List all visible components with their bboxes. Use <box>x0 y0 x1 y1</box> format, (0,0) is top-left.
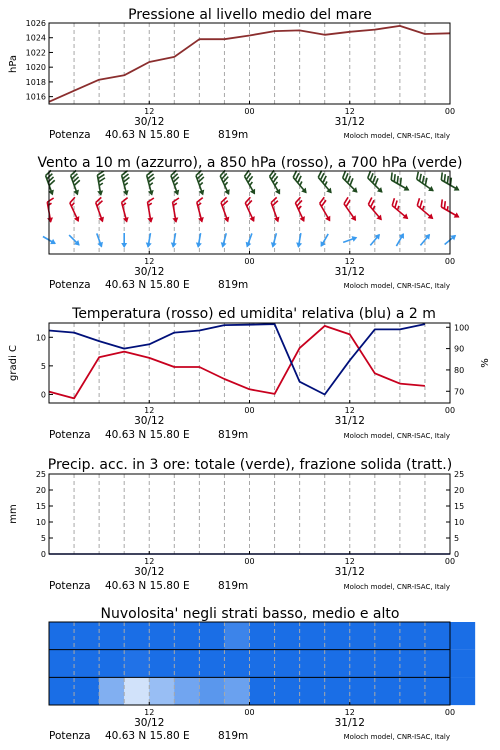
wind-title: Vento a 10 m (azzurro), a 850 hPa (rosso), a 700 hPa (verde) <box>37 155 463 171</box>
cloud-cell <box>124 650 149 678</box>
wind-barb <box>267 197 285 223</box>
barb-head <box>219 242 226 248</box>
barb-feather <box>147 198 154 202</box>
barb-head <box>97 190 104 196</box>
wind-barb <box>388 198 413 221</box>
precip-ylabel: mm <box>8 504 19 524</box>
temp-hum-date-labels <box>134 415 365 427</box>
wind-barb <box>413 198 438 221</box>
cloud-cell <box>199 677 224 705</box>
model-source: Moloch model, CNR-ISAC, Italy <box>343 282 450 290</box>
y-tick-label: 15 <box>454 502 465 511</box>
barb-half-feather <box>372 206 376 210</box>
cloud-cell <box>400 650 425 678</box>
location-name: Potenza <box>49 129 91 141</box>
wind-barb <box>289 171 312 196</box>
cloud-cell <box>224 650 249 678</box>
barb-feather <box>47 198 54 202</box>
location-elevation: 819m <box>218 279 249 291</box>
wind-barb <box>94 171 108 196</box>
wind-barb <box>167 170 185 196</box>
y-tick-label: 10 <box>35 518 46 527</box>
cloud-cell <box>124 622 149 650</box>
wind-barb <box>67 170 85 196</box>
y-tick-label: 0 <box>454 550 460 559</box>
time-tick-label: 00 <box>444 708 456 717</box>
y-tick-label: 5 <box>40 534 46 543</box>
wind-footer <box>49 279 450 291</box>
cloud-cell <box>400 622 425 650</box>
barb-half-feather <box>324 182 328 186</box>
time-tick-label: 00 <box>244 406 255 415</box>
cloud-cell <box>350 650 375 678</box>
cloud-cell <box>174 677 199 705</box>
y-tick-label: 1026 <box>25 19 46 28</box>
cloud-cell <box>425 650 450 678</box>
model-source: Moloch model, CNR-ISAC, Italy <box>343 733 450 741</box>
wind-barb <box>118 171 134 197</box>
barb-half-feather <box>299 182 303 186</box>
time-tick-label: 12 <box>144 257 155 266</box>
wind-barb <box>143 171 159 197</box>
cloud-cell <box>49 622 74 650</box>
cloud-cell <box>199 622 224 650</box>
barb-head <box>47 217 54 223</box>
pressure-panel <box>8 7 455 141</box>
temperature-ylabel: gradi C <box>8 345 19 381</box>
time-tick-label: 00 <box>244 557 255 566</box>
y-tick-label: 25 <box>454 470 465 479</box>
temp-hum-title: Temperatura (rosso) ed umidita' relativa (blu) a 2 m <box>72 306 436 322</box>
cloud-cell <box>224 677 249 705</box>
wind-barb <box>364 198 387 223</box>
location-elevation: 819m <box>218 730 249 742</box>
cloud-cell <box>74 677 99 705</box>
time-tick-label: 12 <box>144 107 155 116</box>
date-label: 30/12 <box>134 116 165 128</box>
barb-head <box>50 239 57 247</box>
barb-feather <box>69 197 77 203</box>
wind-barb <box>413 172 438 194</box>
cloud-cell <box>450 622 475 650</box>
date-label: 30/12 <box>134 415 165 427</box>
barb-head <box>325 216 333 223</box>
cloud-panel <box>49 606 475 742</box>
model-source: Moloch model, CNR-ISAC, Italy <box>343 132 450 140</box>
wind-barb <box>338 171 362 195</box>
cloud-cell <box>174 650 199 678</box>
cloud-cell <box>425 677 450 705</box>
time-tick-label: 12 <box>344 107 355 116</box>
location-coords: 40.63 N 15.80 E <box>105 429 190 441</box>
cloud-cell <box>174 622 199 650</box>
humidity-ylabel: % <box>480 358 491 368</box>
barb-head <box>352 234 359 241</box>
pressure-footer <box>49 129 450 141</box>
wind-barb <box>240 170 261 196</box>
cloud-cell <box>350 677 375 705</box>
barb-head <box>121 243 127 248</box>
cloud-cell <box>274 622 299 650</box>
cloud-cell <box>450 677 475 705</box>
y-tick-label: 0 <box>40 390 46 400</box>
precip-title: Precip. acc. in 3 ore: totale (verde), frazione solida (tratt.) <box>47 457 453 473</box>
wind-barb <box>241 197 260 223</box>
y-tick-label: 1022 <box>25 48 46 58</box>
cloud-cell <box>274 677 299 705</box>
y-tick-label: 10 <box>35 333 46 343</box>
y-tick-label: 10 <box>454 518 465 527</box>
y-tick-label: 5 <box>454 534 460 543</box>
location-name: Potenza <box>49 279 91 291</box>
barb-head <box>147 217 154 223</box>
cloud-cell <box>249 677 274 705</box>
cloud-cell <box>99 677 124 705</box>
location-name: Potenza <box>49 429 91 441</box>
barb-feather <box>172 198 179 202</box>
time-tick-label: 00 <box>444 107 456 116</box>
time-tick-label: 12 <box>144 708 155 717</box>
time-tick-label: 00 <box>444 406 456 415</box>
barb-head <box>299 216 307 223</box>
cloud-cell <box>199 650 224 678</box>
time-tick-label: 00 <box>444 557 456 566</box>
wind-barb <box>66 197 85 223</box>
temperature-humidity-panel <box>8 306 491 441</box>
y-tick-label: 15 <box>35 502 46 511</box>
cloud-cell <box>224 622 249 650</box>
cloud-cell <box>450 650 475 678</box>
temp-hum-footer <box>49 429 450 441</box>
y-tick-label: 90 <box>454 344 465 354</box>
pressure-title: Pressione al livello medio del mare <box>128 7 372 23</box>
cloud-cell <box>249 622 274 650</box>
barb-head <box>404 185 411 193</box>
time-tick-label: 12 <box>344 257 355 266</box>
cloud-cell <box>74 650 99 678</box>
date-label: 31/12 <box>334 266 365 278</box>
y-tick-label: 20 <box>454 486 465 495</box>
barb-head <box>454 212 461 220</box>
cloud-cell <box>300 650 325 678</box>
precip-footer <box>49 580 450 592</box>
location-coords: 40.63 N 15.80 E <box>105 279 190 291</box>
pressure-date-labels <box>134 116 365 128</box>
date-label: 31/12 <box>334 415 365 427</box>
y-tick-label: 1018 <box>25 77 46 87</box>
y-tick-label: 1024 <box>25 33 46 43</box>
cloud-cell <box>249 650 274 678</box>
wind-time-ticks <box>144 251 455 266</box>
location-coords: 40.63 N 15.80 E <box>105 730 190 742</box>
cloud-cell <box>325 622 350 650</box>
time-tick-label: 12 <box>344 708 355 717</box>
temp-hum-gridlines <box>74 323 425 403</box>
cloud-cell <box>300 622 325 650</box>
cloud-footer <box>49 730 450 742</box>
time-tick-label: 00 <box>244 107 255 116</box>
cloud-cell <box>300 677 325 705</box>
y-tick-label: 0 <box>40 550 46 559</box>
precip-date-labels <box>134 566 365 578</box>
cloud-cell <box>425 622 450 650</box>
barb-head <box>195 242 202 248</box>
wind-barb <box>118 198 134 224</box>
wind-barb <box>193 198 209 224</box>
barb-head <box>250 189 258 196</box>
location-name: Potenza <box>49 580 91 592</box>
y-tick-label: 70 <box>454 387 465 397</box>
model-source: Moloch model, CNR-ISAC, Italy <box>343 583 450 591</box>
date-label: 30/12 <box>134 566 165 578</box>
cloud-heatmap <box>49 622 475 705</box>
model-source: Moloch model, CNR-ISAC, Italy <box>343 432 450 440</box>
cloud-cell <box>49 650 74 678</box>
date-label: 30/12 <box>134 717 165 729</box>
cloud-cell <box>99 622 124 650</box>
cloud-cell <box>99 650 124 678</box>
cloud-cell <box>149 650 174 678</box>
location-coords: 40.63 N 15.80 E <box>105 580 190 592</box>
cloud-cell <box>124 677 149 705</box>
cloud-cell <box>350 622 375 650</box>
cloud-cell <box>149 622 174 650</box>
y-tick-label: 25 <box>35 470 46 479</box>
wind-barb <box>92 197 110 223</box>
wind-date-labels <box>134 266 365 278</box>
wind-barb <box>316 197 337 223</box>
cloud-cell <box>74 622 99 650</box>
precip-y-ticks-right <box>446 470 464 559</box>
barb-head <box>244 242 251 249</box>
cloud-date-labels <box>134 717 365 729</box>
temp-hum-frame <box>49 323 450 403</box>
time-tick-label: 00 <box>444 257 456 266</box>
cloud-cell <box>375 650 400 678</box>
barb-head <box>270 242 277 248</box>
cloud-cell <box>149 677 174 705</box>
barb-head <box>145 242 152 248</box>
barb-head <box>275 189 283 196</box>
location-coords: 40.63 N 15.80 E <box>105 129 190 141</box>
cloud-cell <box>49 677 74 705</box>
wind-barb <box>192 170 210 196</box>
barb-head <box>224 189 232 196</box>
cloud-cell <box>375 622 400 650</box>
humidity-y-ticks <box>446 323 469 396</box>
location-name: Potenza <box>49 730 91 742</box>
date-label: 30/12 <box>134 266 165 278</box>
time-tick-label: 12 <box>344 557 355 566</box>
location-elevation: 819m <box>218 429 249 441</box>
location-elevation: 819m <box>218 580 249 592</box>
wind-barb <box>216 170 235 196</box>
barb-head <box>172 217 179 223</box>
wind-barb <box>42 170 60 196</box>
time-tick-label: 00 <box>244 708 255 717</box>
wind-barb <box>340 197 362 222</box>
precip-frame <box>49 474 450 554</box>
wind-barb <box>217 197 235 223</box>
y-tick-label: 5 <box>40 361 46 371</box>
time-tick-label: 12 <box>144 557 155 566</box>
date-label: 31/12 <box>334 566 365 578</box>
cloud-cell <box>375 677 400 705</box>
cloud-cell <box>400 677 425 705</box>
precip-gridlines <box>74 474 425 554</box>
wind-barb <box>387 172 413 193</box>
wind-barb <box>121 233 127 248</box>
barb-head <box>170 242 177 248</box>
temp-hum-series <box>49 324 425 398</box>
cloud-cell <box>325 677 350 705</box>
precip-y-ticks <box>36 470 53 559</box>
wind-barb <box>265 170 286 196</box>
wind-barb <box>144 198 158 223</box>
y-tick-label: 80 <box>454 365 465 375</box>
barb-head <box>97 242 104 249</box>
date-label: 31/12 <box>334 717 365 729</box>
barb-head <box>295 242 302 248</box>
temperature-y-ticks <box>36 333 53 399</box>
wind-barb <box>169 198 183 223</box>
date-label: 31/12 <box>334 116 365 128</box>
y-tick-label: 1020 <box>25 63 46 73</box>
time-tick-label: 12 <box>344 406 355 415</box>
y-tick-label: 1016 <box>25 92 46 102</box>
wind-barb <box>291 197 310 223</box>
precipitation-panel <box>8 457 464 592</box>
wind-barb <box>314 171 337 196</box>
barb-head <box>74 216 82 223</box>
cloud-cell <box>274 650 299 678</box>
cloud-title: Nuvolosita' negli strati basso, medio e alto <box>100 606 400 622</box>
cloud-cell <box>325 650 350 678</box>
time-tick-label: 00 <box>244 257 255 266</box>
wind-barb <box>394 232 407 248</box>
wind-barb <box>44 198 58 223</box>
y-tick-label: 20 <box>35 486 46 495</box>
barb-head <box>249 216 257 223</box>
time-tick-label: 12 <box>144 406 155 415</box>
y-tick-label: 100 <box>454 323 470 333</box>
wind-barb <box>363 171 387 195</box>
pressure-ylabel: hPa <box>8 54 19 74</box>
location-elevation: 819m <box>218 129 249 141</box>
barb-head <box>454 185 461 193</box>
wind-panel <box>37 155 463 291</box>
